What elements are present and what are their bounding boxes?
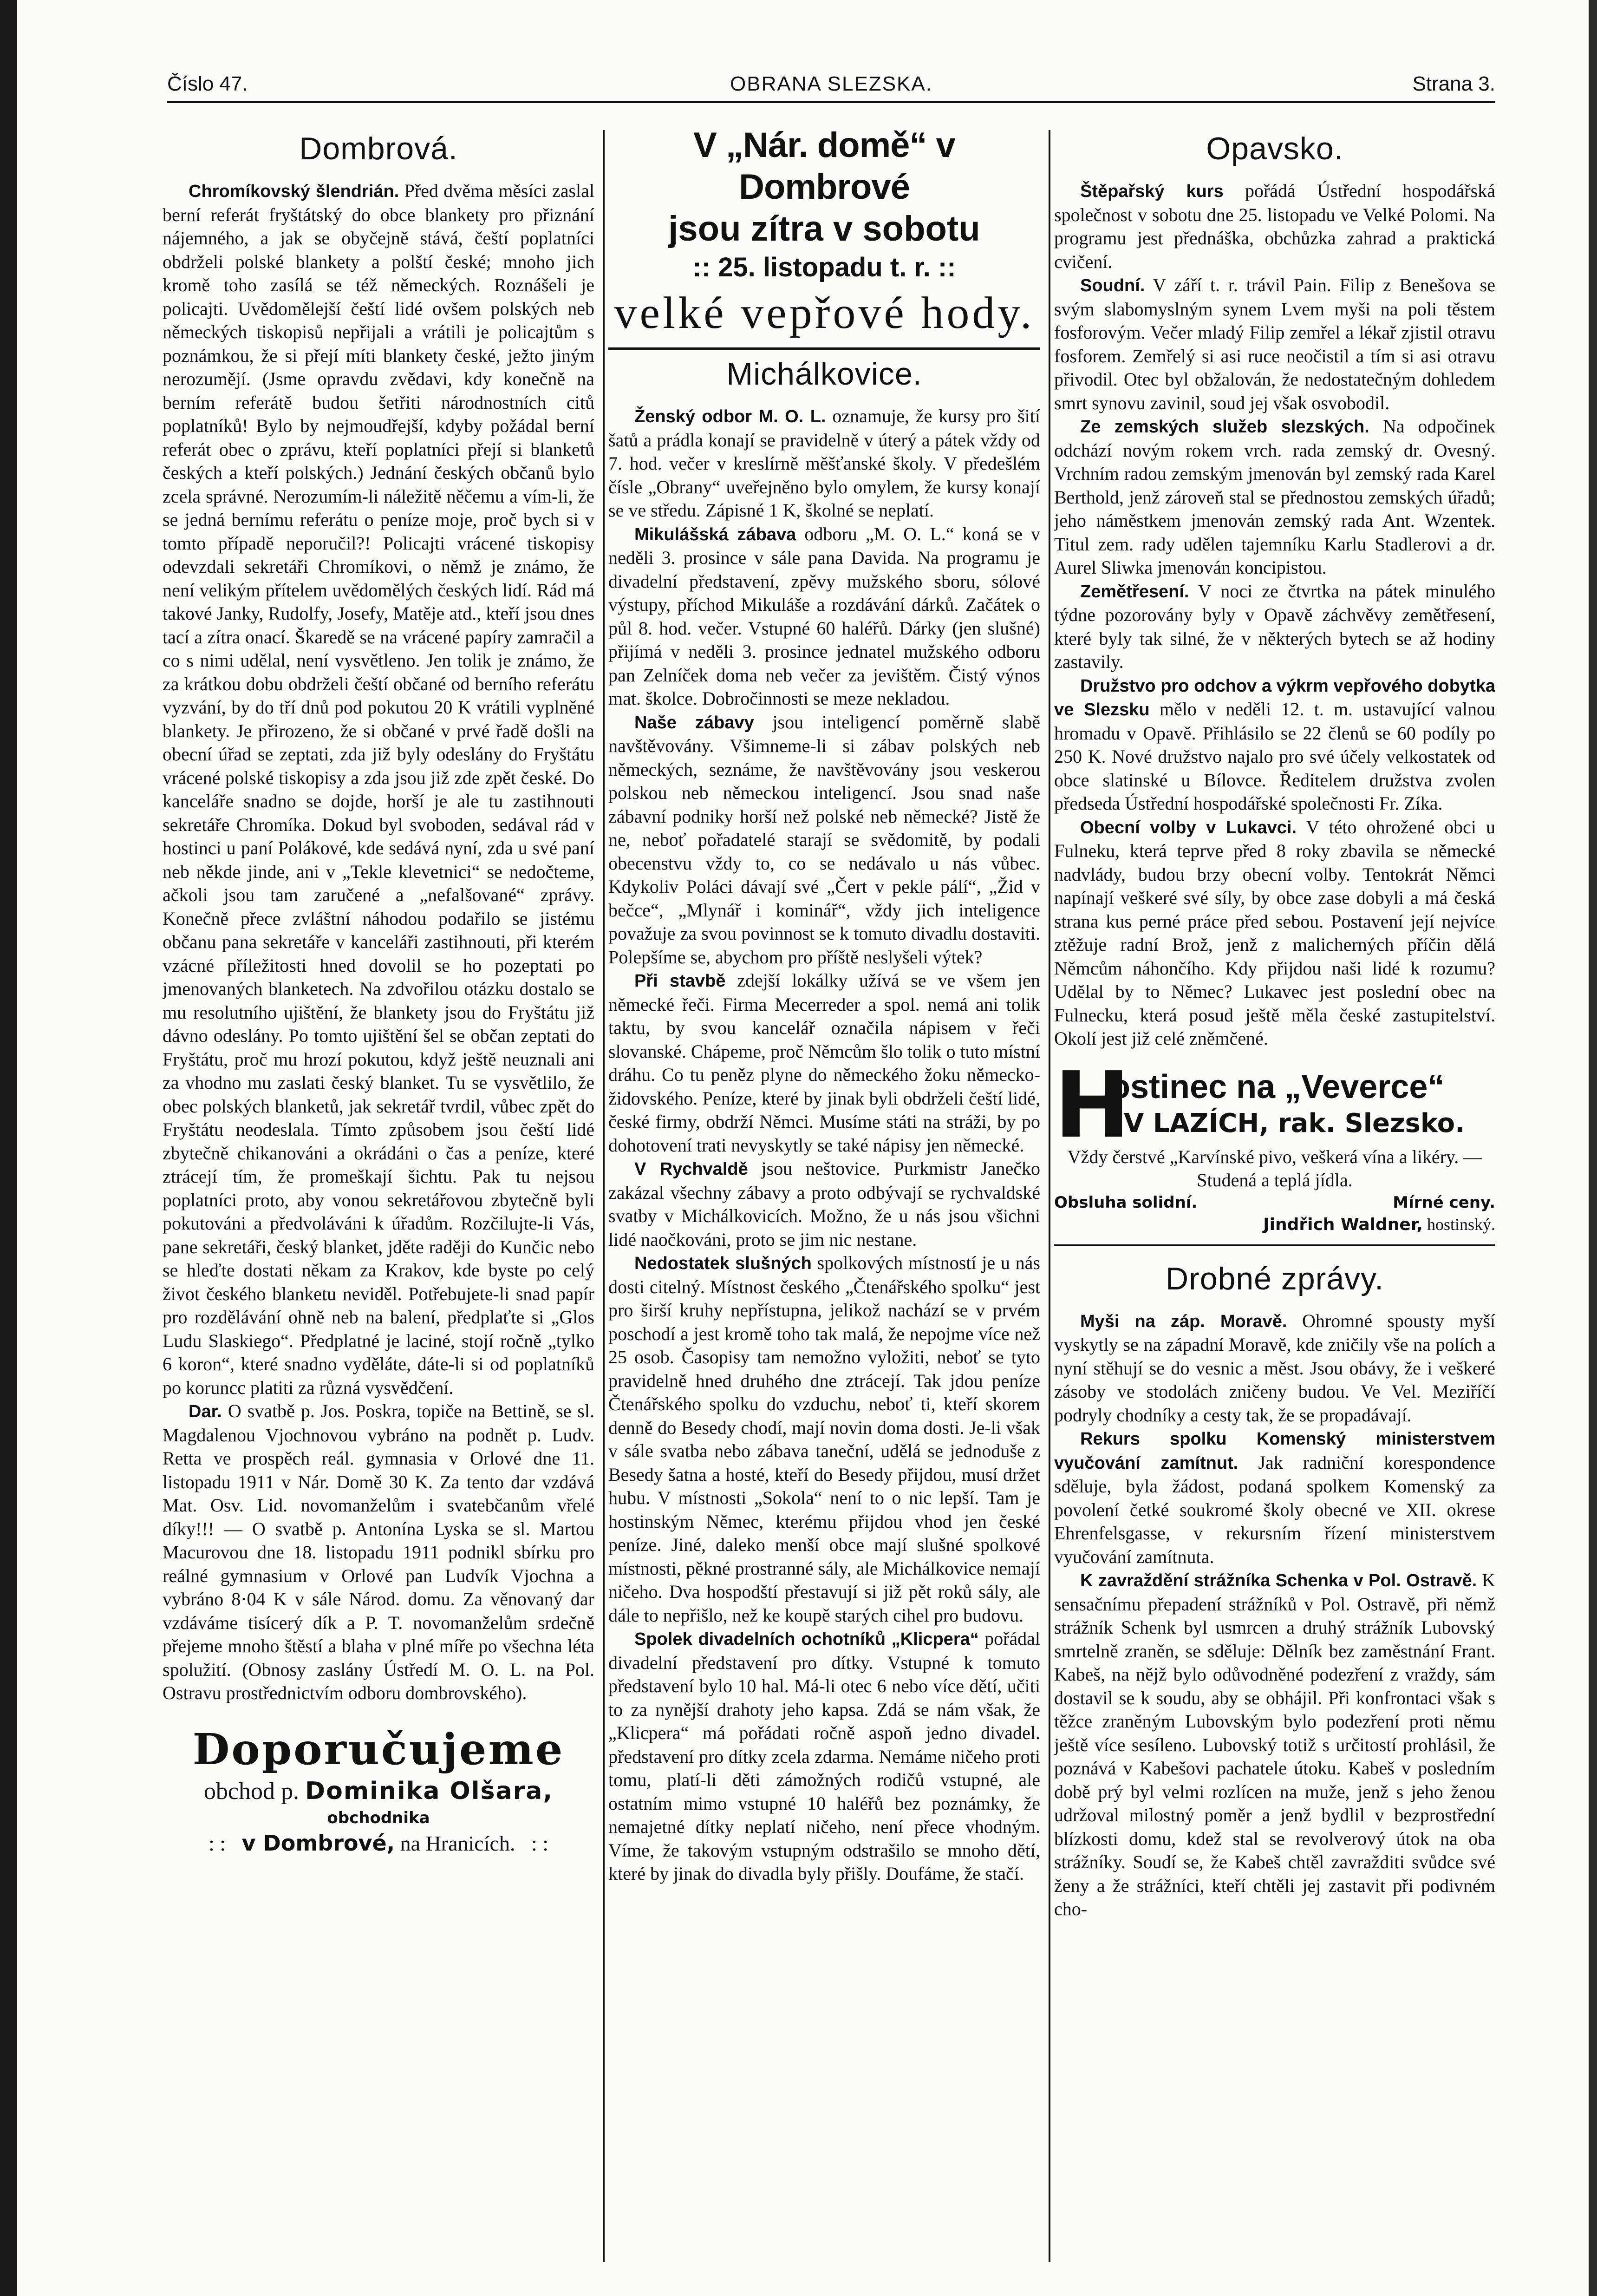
article-nedostatek xyxy=(608,1251,1040,1627)
column-1 xyxy=(163,124,594,2261)
article-heading: K zavraždění strážníka Schenka v Pol. Ostravě. xyxy=(1080,1571,1477,1590)
article-text: zdejší lokálky užívá se ve všem jen německé řeči. Firma Mecerreder a spol. nemá ani tolik taktu, by svou kancelář označila nápisem v řeči slovanské. Chápeme, proč Němcům šlo tolik o tuto místní dráhu. Co tu peněz plyne do německého žoku německo-židovského. Peníze, které by jinak byli obdrželi čeští lidé, české firmy, obdrží Němci. Musíme státi na stráži, by po dohotovení trati nevyskytly se také nápisy jen německé. xyxy=(608,970,1040,1156)
ad-header xyxy=(1054,1052,1495,1158)
article-lukavec xyxy=(1054,816,1495,1051)
article-rychvald xyxy=(608,1157,1040,1251)
scan-edge-left xyxy=(0,0,17,2296)
section-title-michalkovice: Michálkovice. xyxy=(726,356,922,392)
ad-line-3: :: 25. listopadu t. r. :: xyxy=(692,252,956,282)
article-text: spolkových místností je u nás dosti citelný. Místnost českého „Čtenářského spolku“ jest pro širší kruhy nepřístupna, jelikož nachází se v prvém poschodí a jest kromě toho tak malá, že nepojme více než 25 osob. Časopisy tam nemožno vyložiti, neboť se tyto pravidelně hned druhého dne ztrácejí. Tak jdou peníze Čtenářského spolku do vzduchu, neboť ti, kteří skorem denně do Besedy chodí, mají novin doma dosti. Je-li však v sále svatba nebo zábava taneční, udělá se jednoduše z Besedy šatna a hosté, kteří do Besedy přijdou, musí držet hubu. V místnosti „Sokola“ není to o nic lepší. Tam je hostinským Němec, kterému přijdou vhod jen české peníze. Jiné, daleko menší obce mají slušné spolkové místnosti, pěkné prostranné sály, ale Michálkovice nemají ničeho. Dva hospodští přestavují si již pět roků sály, ale dále to nepřišlo, než ke koupě starých cihel pro budovu. xyxy=(608,1252,1040,1626)
advertisement-hostinec xyxy=(1054,1052,1495,1246)
article-text: K sensačnímu přepadení strážníků v Pol. Ostravě, při němž strážník Schenk byl usmrcen a druhý strážník Lubovský smrtelně zraněn, se sděluje: Dělník bez zaměstnání Frant. Kabeš, na nějž bylo odůvodněné podezření z vraždy, sám dostavil se k soudu, aby se obhájil. Při konfrontaci však s těžce zraněným Lubovským bylo podezření proti němu ještě více sesíleno. Lubovský totiž s určitostí prohlásil, že poznává v Kabešovi pachatele útoku. Kabeš v posledním době prý byl velmi rozlícen na muže, jenž s jeho ženou udržoval milostný poměr a jenž bydlil v bezprostřední blízkosti domu, kdež stal se revolverový útok na oba strážníky. Soudí se, že Kabeš chtěl zavražditi svůdce své ženy a že strážníci, kteří chtěli jej zastavit při podivném cho- xyxy=(1054,1570,1495,1919)
column-3 xyxy=(1054,124,1495,2261)
ad-line-4: velké vepřové hody. xyxy=(614,288,1035,338)
article-klicpera xyxy=(608,1627,1040,1886)
article-text: oznamuje, že kursy pro šití šatů a prádla konají se pravidelně v úterý a pátek vždy od 7. hod. večer v kreslírně měšťanské školy. V předešlém čísle „Obrany“ uveřejněno bylo omylem, že kursy konají se ve středu. Zápisné 1 K, školné se neplatí. xyxy=(608,406,1040,521)
ad-rule xyxy=(608,347,1040,350)
ad-owner-role: hostinský. xyxy=(1427,1215,1495,1234)
article-text: odboru „M. O. L.“ koná se v neděli 3. prosince v sále pana Davida. Na programu je divadelní představení, zpěvy mužského sboru, sólové výstupy, příchod Mikuláše a rozdávání dárků. Začátek o půl 8. hod. večer. Vstupné 60 haléřů. Dárky (jen slušné) přijímá v neděli 3. prosince jednatel mužského odboru pan Zelníček doma neb večer za jevištěm. Čistý výnos mat. školce. Dobročinnosti se meze nekladou. xyxy=(608,523,1040,709)
ad-line-2: obchodnika xyxy=(327,1808,430,1827)
ad-address: na Hranicích. xyxy=(400,1831,515,1855)
article-text: pořádá Ústřední hospodářská společnost v sobotu dne 25. listopadu ve Velké Polomi. Na programu jest přednáška, obchůzka zahrad a praktická cvičení. xyxy=(1054,180,1495,272)
article-soudni xyxy=(1054,274,1495,415)
article-heading: Při stavbě xyxy=(634,971,726,991)
article-heading: Rekurs spolku Komenský ministerstvem vyučování zamítnut. xyxy=(1054,1429,1495,1473)
article-text: V noci ze čtvrtka na pátek minulého týdne pozorovány byly v Opavě záchvěvy zemětřesení, které byly tak silné, že v některých bytech se až hodiny zastavily. xyxy=(1054,580,1495,672)
article-text: mělo v neděli 12. t. m. ustavující valnou hromadu v Opavě. Přihlásilo se 22 členů se 60 podíly po 250 K. Nové družstvo najalo pro své účely velkostatek od obce slatinské u Bílovce. Ředitelem družstva zvolen předseda Ústřední hospodářské společnosti Fr. Zíka. xyxy=(1054,699,1495,814)
article-text: Jak radniční korespondence sděluje, byla žádost, podaná spolkem Komenský za povolení četké soukromé školy obecné ve XII. okrese Ehrenfelsgasse, v rekursním řízení ministerstvem vyučování zamítnuta. xyxy=(1054,1452,1495,1567)
article-heading: Mikulášská zábava xyxy=(634,524,796,544)
ad-rule xyxy=(1054,1244,1495,1246)
ad-service-row xyxy=(1054,1192,1495,1213)
article-text: Před dvěma měsíci zaslal berní referát fryštátský do obce blankety pro přiznání nájemného, a jak se obyčejně stává, čeští poplatníci obdrželi polské blankety a polští české; mnoho jich kromě toho zasílá se též německých. Roznášeli je policajti. Uvědomělejší čeští lidé ovšem polských neb německých tiskopisů nepřijali a vrátili je policajtům s poznámkou, že si přejí míti blankety české, ježto jiným nerozumějí. (Jsme opravdu zvědavi, kdy konečně na berním referátě budou šetřiti národnostních citů poplatníků! Bylo by nejmoudřejší, kdyby požádal berní referát obec o zprávu, kteří poplatníci přejí si blanketů českých a kteří polských.) Jednání českých občanů bylo zcela správné. Nerozumím-li náležitě něčemu a vím-li, že se jedná bernímu referátu o peníze moje, proč bych si v tomto případě neporučil?! Policajti vrácené tiskopisy odevzdali sekretáři Chromíkovi, o němž je známo, že není velikým přítelem uvědomělých českých lidí. Rád má takové Janky, Rudolfy, Josefy, Matěje atd., kteří jsou dnes tací a zítra onací. Škaredě se na vrácené papíry zamračil a co s nimi udělal, není vysvětleno. Jen tolik je známo, že za krátkou dobu obdrželi čeští občané od berního referátu vyzvání, by do tří dnů pod pokutou 20 K vrátili vyplněné blankety. Je přirozeno, že si občané v prvé řadě došli na obecní úřad se zeptati, zda již byly odeslány do Fryštátu vrácené polské tiskopisy a zda jsou již zde zpět české. Do kanceláře snadno se dojde, horší je ale tu zastihnouti sekretáře Chromíka. Dokud byl svoboden, sedával rád v hostinci u paní Polákové, kde sedává nyní, zda u své paní neb někde jinde, ani v „Tekle klevetnici“ se nedočteme, ačkoli jsou tam zaručené a „nefalšované“ zprávy. Konečně přece zvláštní náhodou podařilo se jistému občanu pana sekretáře v kanceláři zastihnouti, při kterém vzácné příležitosti hned dovolil se ho pozeptati po jmenovaných blanketech. Na zdvořilou otázku dostalo se mu resolutního ujištění, že blankety jsou do Fryštátu již dávno odeslány. Po tomto ujištění šel se občan zeptati do Fryštátu, proč mu hrozí pokutou, když ještě neuznali ani za vhodno mu zaslati český blanket. Tu se vysvětlilo, že obec polských blanketů, jak sekretář tvrdil, vůbec zpět do Fryštátu neodeslala. Tímto způsobem jsou čeští lidé zbytečně chikanováni a okrádáni o čas a peníze, které ztrácejí tím, že promeškají šichtu. Pak tu nejsou poplatníci proto, aby vonou sekretářovou zbytečně byli pokutováni a předvoláváni k úřadům. Rozčilujte-li Vás, pane sekretáři, český blanket, jděte raději do Kunčic nebo se hleďte dostati někam za Krakov, kde byste po celý život českého blanketu neviděl. Potřebujete-li snad papír pro rozdělávání ohně neb na balení, předplaťte si „Glos Ludu Slaskiego“. Předplatné je laciné, stojí ročně „tylko 6 koron“, které snadno vyděláte, dáte-li si od poplatníků po koruncc platiti za různá vysvědčení. xyxy=(163,180,594,1398)
article-nase-zabavy xyxy=(608,711,1040,969)
ad-prices: Mírné ceny. xyxy=(1393,1193,1495,1212)
article-heading: Spolek divadelních ochotníků „Klicpera“ xyxy=(634,1629,979,1649)
article-text: V této ohrožené obci u Fulneku, která teprve před 8 roky zbavila se německé nadvlády, budou brzy obecní volby. Tentokrát Němci napínají veškeré své síly, by obce zase dobyli a má česká strana kus perné práce před sebou. Postavení její nejvíce ztěžuje radní Brož, jenž z malicherných příčin dělá Němcům náhončího. Kdy přijdou naši lidé k rozumu? Udělal by to Němec? Lukavec jest poslední obec na Fulnecku, která posud ještě měla české zastupitelství. Okolí jest již celé zněmčené. xyxy=(1054,816,1495,1049)
article-mysi xyxy=(1054,1309,1495,1427)
article-heading: Štěpařský kurs xyxy=(1080,182,1224,201)
page-header xyxy=(167,70,1495,102)
article-text: O svatbě p. Jos. Poskra, topiče na Bettině, se sl. Magdalenou Vjochnovou vybráno na podnět p. Ludv. Retta ve prospěch reál. gymnasia v Orlové dne 11. listopadu 1911 v Nár. Domě 30 K. Za tento dar vzdává Mat. Osv. Lid. novomanželům i svatebčanům vřelé díky!!! — O svatbě p. Antonína Lyska se sl. Martou Macurovou dne 18. listopadu 1911 podnikl sbírku pro reálné gymnasium v Orlové pan Ludvík Vjochna a vybráno 8·04 K v sále Národ. domu. Za věnovaný dar vzdáváme tisícerý dík a P. T. novomanželům srdečně přejeme mnoho štěstí a blaha v plné míře po všechna léta spolužití. (Obnosy zaslány Ústředí M. O. L. na Pol. Ostravu prostřednictvím odboru dombrovského). xyxy=(163,1400,594,1703)
column-divider-2 xyxy=(1049,130,1050,2262)
section-title-dombrova: Dombrová. xyxy=(299,131,458,166)
article-heading: Myši na záp. Moravě. xyxy=(1080,1311,1287,1331)
article-pri-stavbe xyxy=(608,969,1040,1157)
article-text: Na odpočinek odchází novým rokem vrch. rada zemský dr. Ovesný. Vrchním radou zemským jmenován byl zemský rada Karel Berthold, jenž zároveň stal se přednostou zemských úřadů; jeho náměstkem jmenován zemský rada Ant. Wzentek. Titul zem. rady udělen tajemníku Karlu Stadlerovi a dr. Aurel Sliwka jmenován koncipistou. xyxy=(1054,416,1495,578)
page-number: Strana 3. xyxy=(1412,72,1495,95)
ad-service: Obsluha solidní. xyxy=(1054,1193,1198,1212)
article-zemetreseni xyxy=(1054,580,1495,674)
ad-ornament: : : xyxy=(531,1831,548,1855)
ad-ornament: : : xyxy=(209,1831,226,1855)
ad-offer: Vždy čerstvé „Karvínské pivo, veškerá vína a likéry. — Studená a teplá jídla. xyxy=(1067,1146,1482,1191)
article-heading: Soudní. xyxy=(1080,276,1145,295)
article-rekurs xyxy=(1054,1427,1495,1569)
section-title-opavsko: Opavsko. xyxy=(1206,131,1343,166)
ad-line-1 xyxy=(163,1775,594,1808)
ad-owner-name: Jindřich Waldner, xyxy=(1263,1215,1423,1234)
advertisement-hody xyxy=(608,124,1040,350)
article-mikulasska xyxy=(608,523,1040,711)
ad-line-3 xyxy=(163,1828,594,1858)
article-heading: Ze zemských služeb slezských. xyxy=(1080,417,1369,437)
article-zensky-odbor xyxy=(608,405,1040,523)
ad-text: obchod p. xyxy=(203,1778,299,1805)
article-heading: Naše zábavy xyxy=(634,713,754,733)
article-heading: Dar. xyxy=(189,1402,222,1421)
article-dar xyxy=(163,1400,594,1705)
article-druzstvo xyxy=(1054,674,1495,816)
article-heading: Ženský odbor M. O. L. xyxy=(634,407,826,426)
ad-line-1: V „Nár. domě“ v Dombrové xyxy=(693,125,955,207)
article-heading: Chromíkovský šlendrián. xyxy=(189,182,399,201)
column-divider-1 xyxy=(603,130,605,2262)
ad-merchant-name: Dominika Olšara, xyxy=(305,1777,554,1805)
article-text: jsou neštovice. Purkmistr Janečko zakázal všechny zábavy a proto odbývají se rychvaldské svatby v Michálkovicích. Možno, že u nás jsou všichni lidé naočkováni, proto se jim nic nestane. xyxy=(608,1158,1040,1250)
article-text: V září t. r. trávil Pain. Filip z Benešova se svým slabomyslným synem Lvem myši na poli těstem fosforovým. Večer mladý Filip zemřel a lékař zjistil otravu fosforem. Zemřelý si asi ruce neočistil a tím si asi otravu přivodil. Otec byl obžalován, že nedostatečným dohledem smrt synovu zavinil, soud jej však osvobodil. xyxy=(1054,275,1495,413)
newspaper-title: OBRANA SLEZSKA. xyxy=(730,72,932,95)
article-chromikovsky xyxy=(163,179,594,1400)
article-text: Ohromné spousty myší vyskytly se na západní Moravě, kde zničily vše na polích a nyní stěhují se do vesnic a měst. Jsou obávy, že i veškeré zásoby ve stodolách zničeny budou. Ve Vel. Meziříčí podryly chodníky a cesty tak, že se propadávají. xyxy=(1054,1310,1495,1426)
ad-location: V LAZÍCH, rak. Slezsko. xyxy=(1124,1108,1465,1138)
article-heading: Nedostatek slušných xyxy=(634,1254,812,1273)
section-title-drobne-zpravy: Drobné zprávy. xyxy=(1165,1261,1384,1296)
ad-line-2: jsou zítra v sobotu xyxy=(668,209,980,249)
article-text: pořádal divadelní představení pro dítky. Vstupné k tomuto představení bylo 10 hal. Má-li otec 6 nebo více dětí, učiti to za nynější drahoty jeho kapsa. Zdá se nám však, že „Klicpera“ má pořádati ročně aspoň jedno divadel. představení pro dítky zcela zdarma. Nemáme ničeho proti tomu, platí-li děti zámožných rodičů vstupné, ale ostatním mimo vstupné 10 haléřů bez poznámky, že nemajetné dítky neplatí ničeho, není přece vhodným. Víme, že takovým vstupným odstrašilo se mnoho dětí, které by jinak do divadla byly přišly. Doufáme, že stačí. xyxy=(608,1628,1040,1884)
ad-name: ostinec na „Veverce“ xyxy=(1110,1068,1445,1105)
advertisement-olsar xyxy=(163,1724,594,1858)
scan-edge-right xyxy=(1589,0,1597,2296)
ad-place: v Dombrové, xyxy=(241,1830,395,1856)
article-heading: Družstvo pro odchov a výkrm vepřového dobytka ve Slezsku xyxy=(1054,676,1495,720)
article-steparsky xyxy=(1054,179,1495,274)
ad-title: Doporučujeme xyxy=(192,1724,565,1774)
issue-number: Číslo 47. xyxy=(167,72,248,95)
ad-owner xyxy=(1054,1213,1495,1236)
article-heading: Zemětřesení. xyxy=(1080,582,1189,602)
article-heading: Obecní volby v Lukavci. xyxy=(1080,818,1297,837)
ad-initial: H xyxy=(1054,1052,1131,1158)
article-schenk xyxy=(1054,1569,1495,1921)
column-2 xyxy=(608,124,1040,2261)
header-rule xyxy=(167,101,1495,103)
article-zemske-sluzby xyxy=(1054,415,1495,580)
article-heading: V Rychvaldě xyxy=(634,1159,748,1179)
article-text: jsou inteligencí poměrně slabě navštěvovány. Všimneme-li si zábav polských neb německých, seznáme, že navštěvovány jsou veskerou polskou neb německou inteligencí. Jsou snad naše zábavní podniky horší než polské neb německé? Jistě že ne, neboť pořadatelé starají se svědomitě, by podali obecenstvu vždy to, co se nedávalo u nás vůbec. Kdykoliv Poláci dávají své „Čert v pekle pálí“, „Žid v bečce“, „Mlynář i kominář“, vždy jich inteligence považuje za svou povinnost se k tomuto divadlu dostaviti. Polepšíme se, abychom pro příště neslyšeli výtek? xyxy=(608,711,1040,968)
